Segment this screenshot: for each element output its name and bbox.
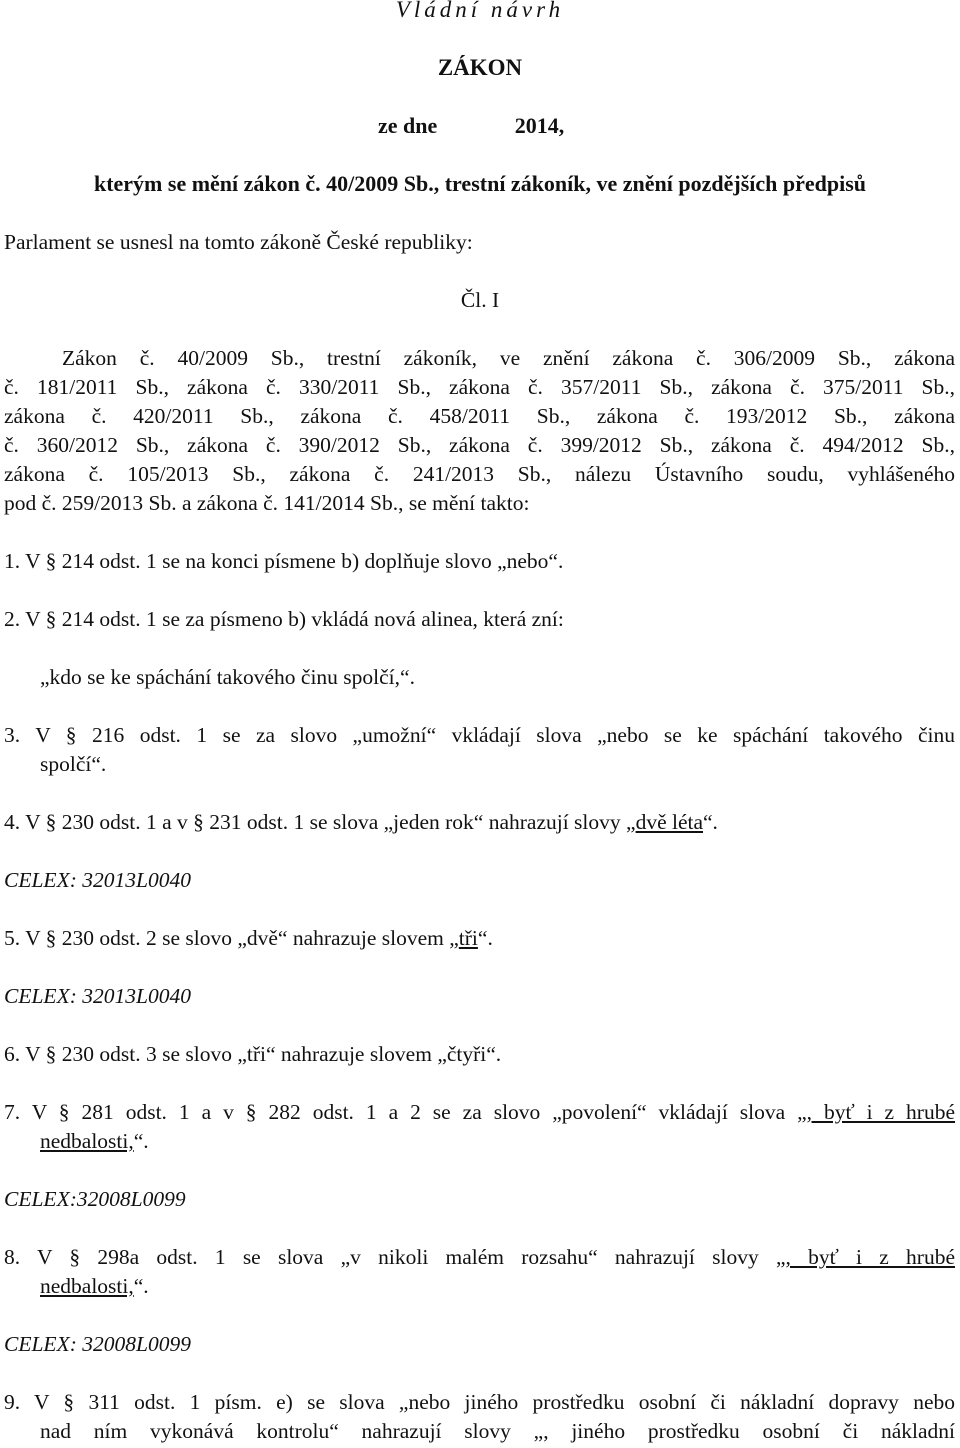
item-9-line-2: nad ním vykonává kontrolu“ nahrazují slovy „, jiného prostředku osobní či nákladní — [40, 1419, 955, 1443]
item-7-line-1 — [4, 1098, 955, 1126]
item-2-quote: „kdo se ke spáchání takového činu spolčí,“. — [40, 665, 415, 689]
celex-2: CELEX: 32013L0040 — [4, 984, 191, 1008]
item-7-text: 7. V § 281 odst. 1 a v § 282 odst. 1 a 2 se za slovo „povolení“ vkládají slova „ — [4, 1100, 807, 1124]
item-4-text: 4. V § 230 odst. 1 a v § 231 odst. 1 se slova „jeden rok“ nahrazují slovy „ — [4, 810, 636, 834]
intro-line-4: č. 360/2012 Sb., zákona č. 390/2012 Sb., zákona č. 399/2012 Sb., zákona č. 494/2012 Sb., — [4, 433, 955, 457]
item-5-text: 5. V § 230 odst. 2 se slovo „dvě“ nahrazuje slovem „ — [4, 926, 459, 950]
article-heading: Čl. I — [460, 288, 500, 312]
item-5 — [4, 924, 493, 952]
item-4-end: “. — [703, 810, 718, 834]
celex-3: CELEX:32008L0099 — [4, 1187, 186, 1211]
item-3-line-2: spolčí“. — [40, 752, 107, 776]
item-9-line-1: 9. V § 311 odst. 1 písm. e) se slova „nebo jiného prostředku osobní či nákladní dopravy nebo — [4, 1390, 955, 1414]
intro-line-1: Zákon č. 40/2009 Sb., trestní zákoník, ve znění zákona č. 306/2009 Sb., zákona — [62, 346, 955, 370]
proposal-label: Vládní návrh — [395, 0, 565, 22]
item-2: 2. V § 214 odst. 1 se za písmeno b) vkládá nová alinea, která zní: — [4, 607, 564, 631]
intro-line-5: zákona č. 105/2013 Sb., zákona č. 241/2013 Sb., nálezu Ústavního soudu, vyhlášeného — [4, 462, 955, 486]
item-8-underlined-1: , byť i z hrubé — [785, 1245, 955, 1269]
law-subtitle: kterým se mění zákon č. 40/2009 Sb., trestní zákoník, ve znění pozdějších předpisů — [93, 171, 867, 196]
item-7-underlined-2: nedbalosti, — [40, 1129, 134, 1153]
item-8-line-2 — [40, 1272, 149, 1300]
date-year: 2014, — [514, 113, 565, 138]
item-4 — [4, 808, 718, 836]
celex-4: CELEX: 32008L0099 — [4, 1332, 191, 1356]
item-8-text: 8. V § 298a odst. 1 se slova „v nikoli malém rozsahu“ nahrazují slovy „ — [4, 1245, 786, 1269]
item-3-line-1: 3. V § 216 odst. 1 se za slovo „umožní“ vkládají slova „nebo se ke spáchání takového činu — [4, 723, 955, 747]
law-date — [378, 112, 564, 140]
celex-1: CELEX: 32013L0040 — [4, 868, 191, 892]
item-6: 6. V § 230 odst. 3 se slovo „tři“ nahrazuje slovem „čtyři“. — [4, 1042, 502, 1066]
item-8-underlined-2: nedbalosti, — [40, 1274, 134, 1298]
item-7-underlined-1: , byť i z hrubé — [806, 1100, 956, 1124]
law-title: ZÁKON — [437, 55, 523, 80]
item-4-underlined: dvě léta — [635, 810, 704, 834]
item-5-end: “. — [477, 926, 493, 950]
preamble: Parlament se usnesl na tomto zákoně České republiky: — [4, 230, 473, 254]
intro-line-2: č. 181/2011 Sb., zákona č. 330/2011 Sb., zákona č. 357/2011 Sb., zákona č. 375/2011 Sb., — [4, 375, 955, 399]
date-prefix: ze dne — [378, 113, 438, 138]
item-7-line-2 — [40, 1127, 149, 1155]
item-7-end: “. — [133, 1129, 149, 1153]
item-8-line-1 — [4, 1243, 955, 1271]
item-8-end: “. — [133, 1274, 149, 1298]
intro-line-3: zákona č. 420/2011 Sb., zákona č. 458/2011 Sb., zákona č. 193/2012 Sb., zákona — [4, 404, 955, 428]
intro-line-6: pod č. 259/2013 Sb. a zákona č. 141/2014 Sb., se mění takto: — [4, 491, 530, 515]
item-1: 1. V § 214 odst. 1 se na konci písmene b) doplňuje slovo „nebo“. — [4, 549, 564, 573]
item-5-underlined: tři — [458, 926, 478, 950]
